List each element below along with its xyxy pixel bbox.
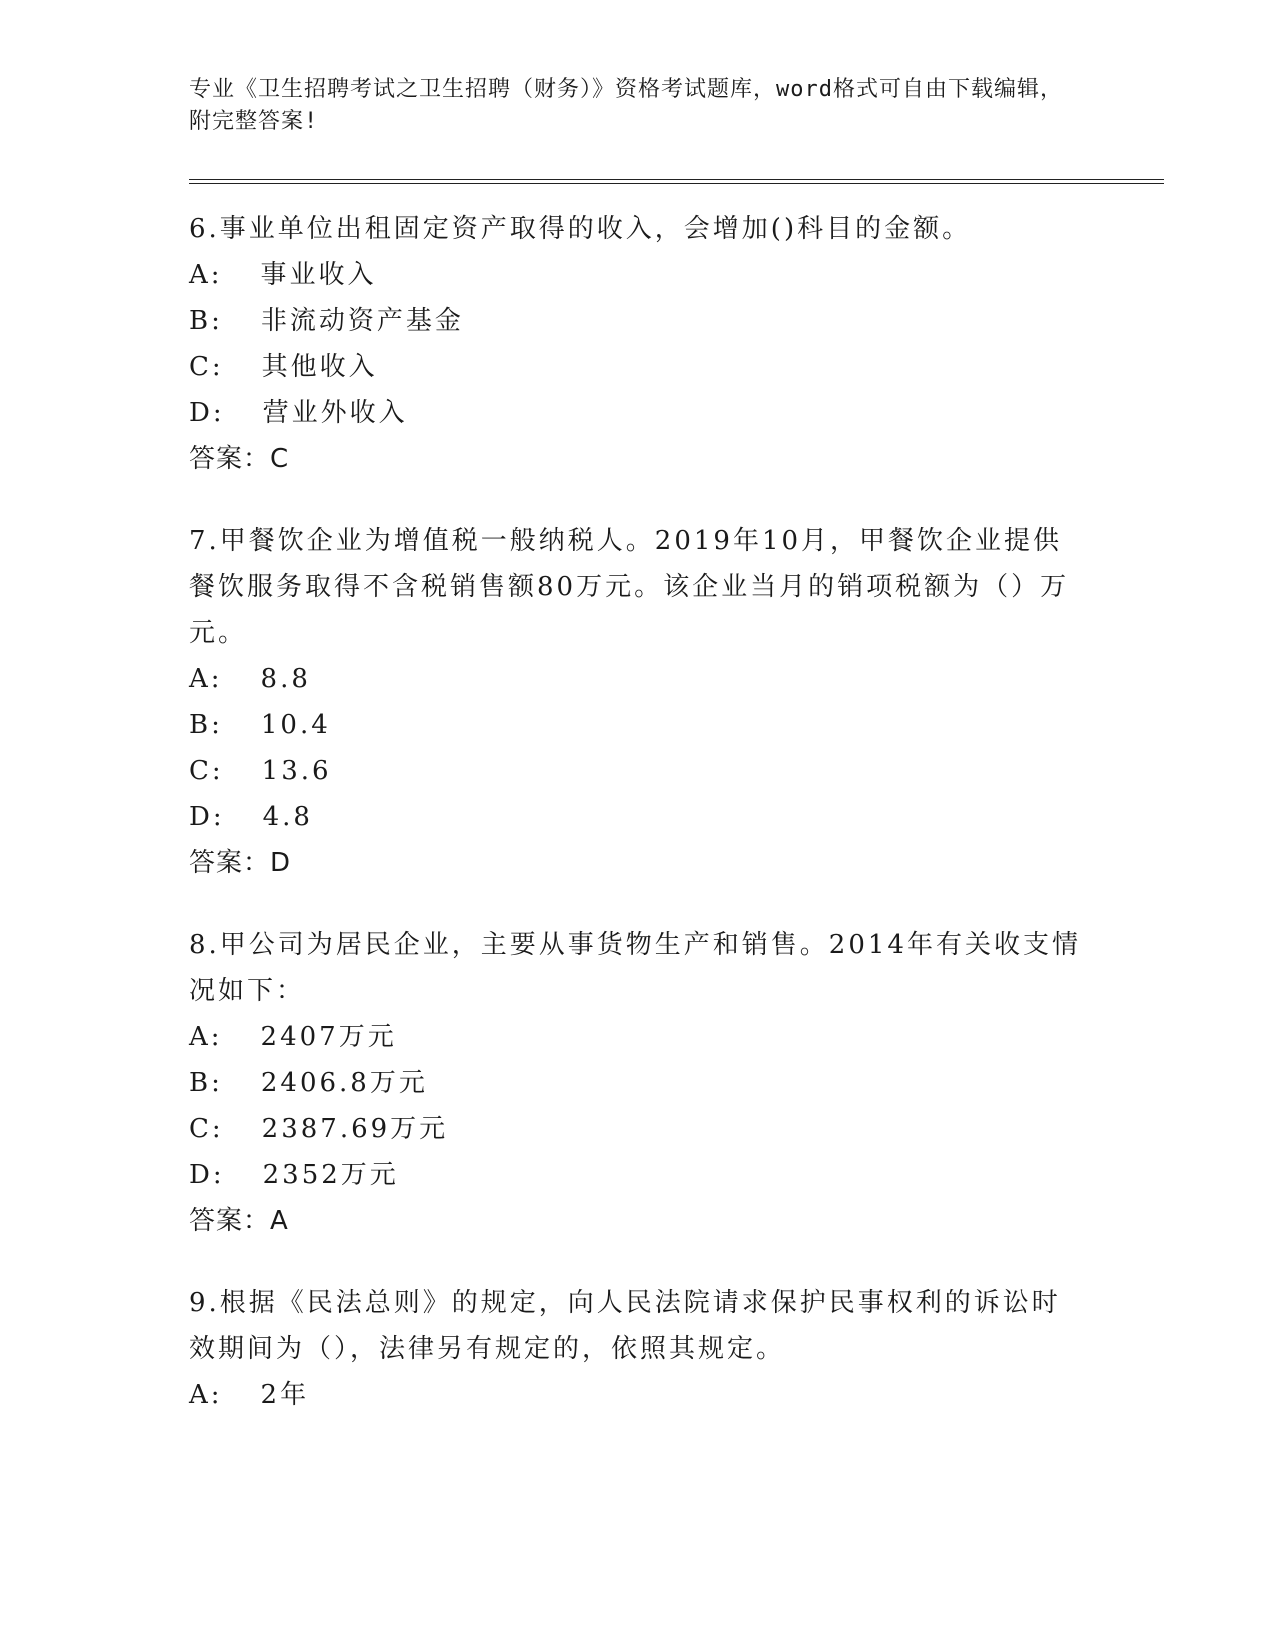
option-d bbox=[189, 794, 1089, 840]
option-b bbox=[189, 702, 1089, 748]
option-b bbox=[189, 298, 1089, 344]
option-text: 10.4 bbox=[260, 710, 331, 740]
option-a bbox=[189, 1372, 1089, 1418]
question-8 bbox=[189, 922, 1089, 1244]
header-divider-bottom bbox=[189, 183, 1164, 184]
option-text: 2352万元 bbox=[262, 1160, 399, 1190]
option-letter: D: bbox=[189, 398, 225, 428]
option-b bbox=[189, 1060, 1089, 1106]
option-text: 4.8 bbox=[262, 802, 313, 832]
answer-line: 答案：A bbox=[189, 1206, 289, 1236]
option-letter: C: bbox=[189, 352, 224, 382]
option-letter: A: bbox=[189, 1380, 223, 1410]
option-text: 其他收入 bbox=[261, 352, 378, 382]
option-text: 2年 bbox=[260, 1380, 310, 1410]
question-stem: 6.事业单位出租固定资产取得的收入，会增加()科目的金额。 bbox=[189, 214, 972, 244]
option-a bbox=[189, 252, 1089, 298]
option-text: 8.8 bbox=[260, 664, 311, 694]
question-stem: 8.甲公司为居民企业，主要从事货物生产和销售。2014年有关收支情况如下： bbox=[189, 930, 1081, 1006]
option-c bbox=[189, 344, 1089, 390]
question-7 bbox=[189, 518, 1089, 886]
option-text: 2407万元 bbox=[260, 1022, 397, 1052]
option-letter: A: bbox=[189, 260, 223, 290]
option-text: 事业收入 bbox=[260, 260, 377, 290]
question-9 bbox=[189, 1280, 1089, 1418]
option-c bbox=[189, 1106, 1089, 1152]
option-c bbox=[189, 748, 1089, 794]
option-letter: B: bbox=[189, 306, 223, 336]
header-divider-top bbox=[189, 179, 1164, 180]
option-d bbox=[189, 1152, 1089, 1198]
option-letter: D: bbox=[189, 802, 225, 832]
option-letter: C: bbox=[189, 756, 224, 786]
option-text: 营业外收入 bbox=[262, 398, 408, 428]
option-letter: A: bbox=[189, 664, 223, 694]
option-d bbox=[189, 390, 1089, 436]
question-stem: 7.甲餐饮企业为增值税一般纳税人。2019年10月，甲餐饮企业提供餐饮服务取得不含税销售额80万元。该企业当月的销项税额为（）万元。 bbox=[189, 526, 1070, 648]
question-stem: 9.根据《民法总则》的规定，向人民法院请求保护民事权利的诉讼时效期间为（），法律另有规定的，依照其规定。 bbox=[189, 1288, 1061, 1364]
option-letter: D: bbox=[189, 1160, 225, 1190]
option-text: 13.6 bbox=[261, 756, 332, 786]
option-a bbox=[189, 656, 1089, 702]
document-header bbox=[189, 74, 1069, 138]
option-letter: B: bbox=[189, 1068, 223, 1098]
option-text: 2387.69万元 bbox=[261, 1114, 449, 1144]
question-6 bbox=[189, 206, 1089, 482]
answer-line: 答案：C bbox=[189, 444, 290, 474]
option-letter: C: bbox=[189, 1114, 224, 1144]
option-text: 2406.8万元 bbox=[260, 1068, 428, 1098]
question-list bbox=[189, 206, 1089, 1454]
option-a bbox=[189, 1014, 1089, 1060]
option-letter: A: bbox=[189, 1022, 223, 1052]
answer-line: 答案：D bbox=[189, 848, 292, 878]
option-text: 非流动资产基金 bbox=[260, 306, 464, 336]
header-text: 专业《卫生招聘考试之卫生招聘（财务）》资格考试题库，word格式可自由下载编辑，附完整答案! bbox=[189, 77, 1063, 134]
option-letter: B: bbox=[189, 710, 223, 740]
